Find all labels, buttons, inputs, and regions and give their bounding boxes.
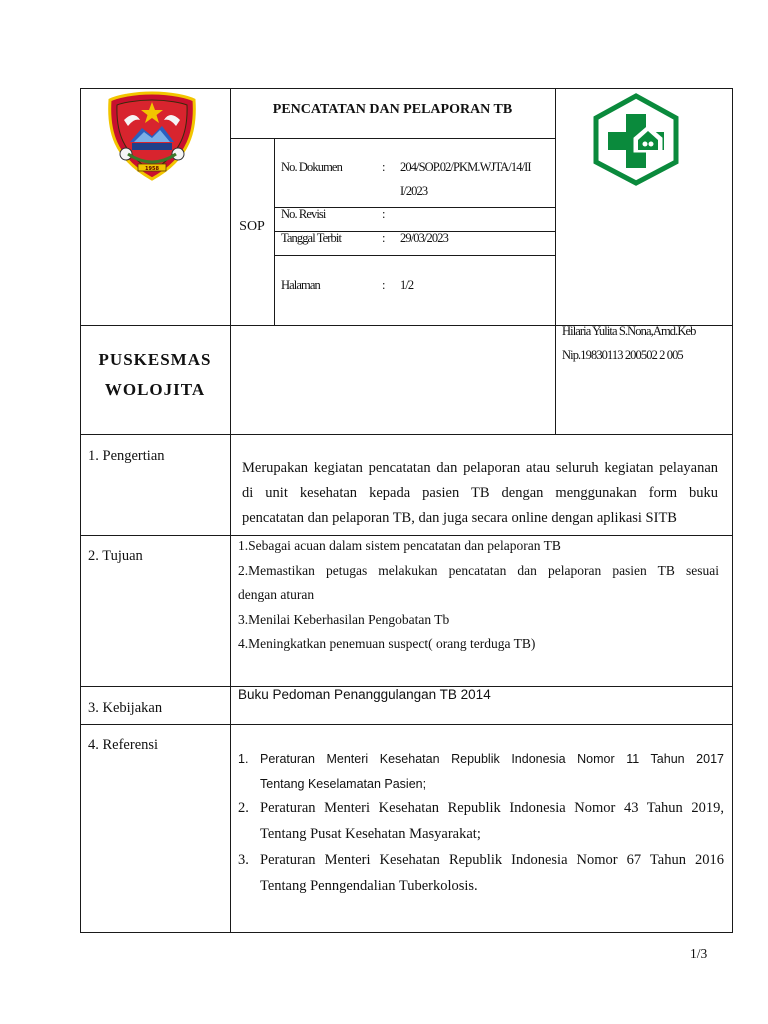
referensi-num-2: 2.: [238, 800, 249, 816]
referensi-item: [238, 798, 726, 850]
kebijakan-text: Buku Pedoman Penanggulangan TB 2014: [238, 687, 491, 702]
signer-nip: Nip.19830113 200502 2 005: [562, 348, 683, 362]
referensi-text-1a: Peraturan Menteri Kesehatan Republik Indonesia Nomor 11 Tahun 2017: [260, 752, 724, 766]
referensi-text-1b: Tentang Keselamatan Pasien;: [260, 777, 427, 791]
pengertian-text: [242, 456, 718, 531]
field-halaman-sep: :: [382, 278, 385, 292]
referensi-num-3: 3.: [238, 852, 249, 868]
section-label-referensi: 4. Referensi: [88, 737, 159, 753]
referensi-text-2b: Tentang Pusat Kesehatan Masyarakat;: [260, 826, 481, 842]
tujuan-item-2-cont: dengan aturan: [238, 587, 315, 602]
field-no-dokumen-value-cont: I/2023: [400, 184, 428, 198]
pengertian-line-1: Merupakan kegiatan pencatatan dan pelaporan atau seluruh kegiatan pelayanan: [242, 460, 718, 476]
referensi-text-3a: Peraturan Menteri Kesehatan Republik Indonesia Nomor 67 Tahun 2016: [260, 852, 724, 868]
referensi-text-2a: Peraturan Menteri Kesehatan Republik Indonesia Nomor 43 Tahun 2019,: [260, 800, 724, 816]
field-tanggal-value: 29/03/2023: [400, 231, 448, 245]
org-name: [80, 345, 230, 405]
field-no-dokumen-sep: :: [382, 160, 385, 174]
field-halaman-value: 1/2: [400, 278, 414, 292]
signer-name: Hilaria Yulita S.Nona,Amd.Keb: [562, 324, 696, 338]
field-halaman-label: Halaman: [281, 278, 320, 292]
health-cross-icon: [590, 92, 682, 186]
field-tanggal-sep: :: [382, 231, 385, 245]
seal-year: 1958: [145, 166, 159, 172]
shield-emblem-icon: [104, 90, 200, 182]
pengertian-line-3: pencatatan dan pelaporan TB, dan juga secara online dengan aplikasi SITB: [242, 510, 677, 526]
org-name-line1: PUSKESMAS: [98, 350, 212, 369]
tujuan-item-2: 2.Memastikan petugas melakukan pencatatan dan pelaporan pasien TB sesuai: [238, 562, 719, 578]
tujuan-item-4: 4.Meningkatkan penemuan suspect( orang terduga TB): [238, 636, 536, 651]
org-name-line2: WOLOJITA: [104, 380, 206, 399]
field-no-dokumen-value: 204/SOP.02/PKM.WJTA/14/II: [400, 160, 531, 174]
section-label-tujuan: 2. Tujuan: [88, 548, 143, 564]
tujuan-item-1: 1.Sebagai acuan dalam sistem pencatatan dan pelaporan TB: [238, 538, 561, 553]
district-seal-logo: [104, 90, 200, 182]
tujuan-list: [238, 534, 719, 657]
page-number: 1/3: [690, 946, 708, 961]
referensi-list: [238, 750, 726, 902]
tujuan-item-3: 3.Menilai Keberhasilan Pengobatan Tb: [238, 611, 450, 627]
field-no-revisi-label: No. Revisi: [281, 207, 326, 221]
field-tanggal-label: Tanggal Terbit: [281, 231, 342, 245]
referensi-item: [238, 850, 726, 902]
field-no-dokumen-label: No. Dokumen: [281, 160, 342, 174]
sop-label: SOP: [239, 219, 265, 234]
puskesmas-logo: [590, 92, 682, 186]
pengertian-line-2: di unit kesehatan kepada pasien TB dengan menggunakan form buku: [242, 485, 718, 501]
referensi-item: [238, 750, 726, 798]
section-label-kebijakan: 3. Kebijakan: [88, 700, 163, 716]
document-title: PENCATATAN DAN PELAPORAN TB: [272, 102, 513, 117]
section-label-pengertian: 1. Pengertian: [88, 448, 165, 464]
referensi-text-3b: Tentang Penngendalian Tuberkolosis.: [260, 878, 478, 894]
referensi-num-1: 1.: [238, 752, 249, 766]
field-no-revisi-sep: :: [382, 207, 385, 221]
